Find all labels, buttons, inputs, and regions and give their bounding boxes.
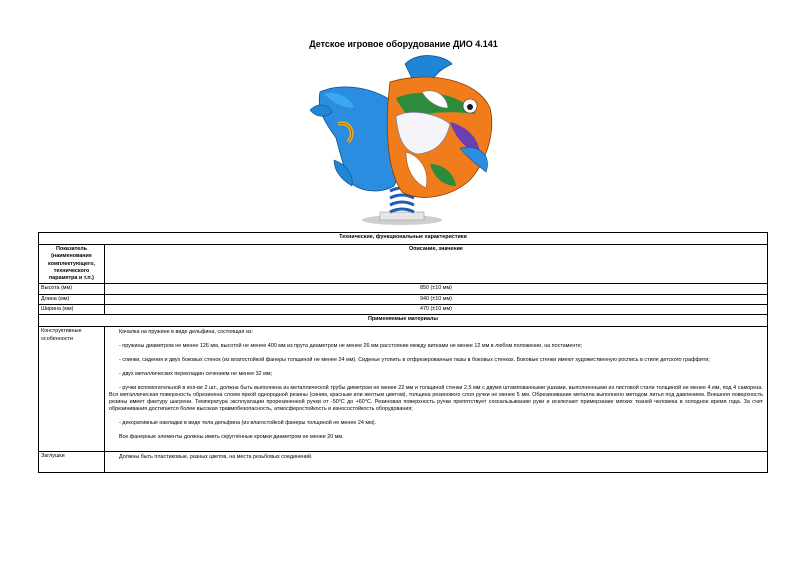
value-cell: 470 (±10 мм): [105, 305, 768, 315]
plugs-label: Заглушки: [39, 452, 105, 473]
param-cell: Высота (мм): [39, 284, 105, 294]
table-row: [39, 294, 768, 304]
paragraph: - ручки вспомогательной в кол-ве 2 шт., должна быть выполнена из металлической трубы диметром не менее 22 мм и толщиной стенки 2,5 мм с двумя штампованными ушками, выполненными из листовой стали толщиной не менее 4 мм, под 4 самореза. Вся металлическая поверхность обрезинена слоем яркой однородной резины (синим, красным или желтым цветом), толщина резинового слоя ручки не менее 5 мм. Обрезинивание металла выполнено методом литья под давлением. Внешняя поверхность резины имеет фактуру шагрени. Температура эксплуатации прорезиненной ручки от -50°С до +60°С. Резиновая поверхность ручки препятствует соскальзыванию руки и исключает примерзание мягких тканей человека в холодное время года. За счет обрезинивания достигается более высокая травмобезопасность, атмосферостойкость и износостойкость оборудования;: [109, 384, 763, 413]
table-row: [39, 284, 768, 294]
section-materials-header: Применяемые материалы: [39, 315, 768, 327]
specification-table: [38, 232, 768, 473]
param-cell: Длина (мм): [39, 294, 105, 304]
column-header-description: Описание, значение: [105, 245, 768, 284]
paragraph: - двух металлических перекладин сечением не менее 32 мм;: [119, 370, 273, 377]
param-cell: Ширина (мм): [39, 305, 105, 315]
value-cell: 850 (±10 мм): [105, 284, 768, 294]
dolphin-rocker-image: [310, 52, 495, 228]
paragraph: Качалка на пружине в виде дельфина, состоящая из:: [119, 329, 253, 336]
paragraph: - спинки, сидения и двух боковых стенок (из влагостойкой фанеры толщиной не менее 24 мм). Сиденье утопить в отфрезерованные пазы в боковых стенках. Боковые стенки имеют художественную роспись в стиле детского граффити;: [119, 356, 710, 363]
paragraph: - декоративные накладки в виде тела дельфина (из влагостойкой фанеры толщиной не менее 24 мм).: [119, 420, 377, 427]
paragraph: - пружины диаметром не менее 126 мм, высотой не менее 400 мм из прута диаметром не менее 26 мм расстояние между витками не менее 12 мм в любом положении, на постаменте;: [119, 343, 583, 350]
construct-description: [105, 327, 768, 452]
value-cell: 940 (±10 мм): [105, 294, 768, 304]
table-row: [39, 452, 768, 473]
paragraph: Все фанерные элементы должны иметь скруглённые кромки диаметром не менее 20 мм.: [119, 434, 344, 441]
paragraph: Должны быть пластиковые, разных цветов, на места резьбовых соединений.: [119, 454, 313, 461]
section-technical-header: Технические, функциональные характеристики: [39, 233, 768, 245]
dolphin-spring-rocker-icon: [310, 52, 495, 228]
page-title: Детское игровое оборудование ДИО 4.141: [309, 39, 498, 49]
plugs-description: [105, 452, 768, 473]
table-row: [39, 305, 768, 315]
table-row: [39, 327, 768, 452]
column-header-parameter: Показатель (наименование комплектующего, технического параметра и т.п.): [39, 245, 105, 284]
construct-label: Конструктивные особенности: [39, 327, 105, 452]
